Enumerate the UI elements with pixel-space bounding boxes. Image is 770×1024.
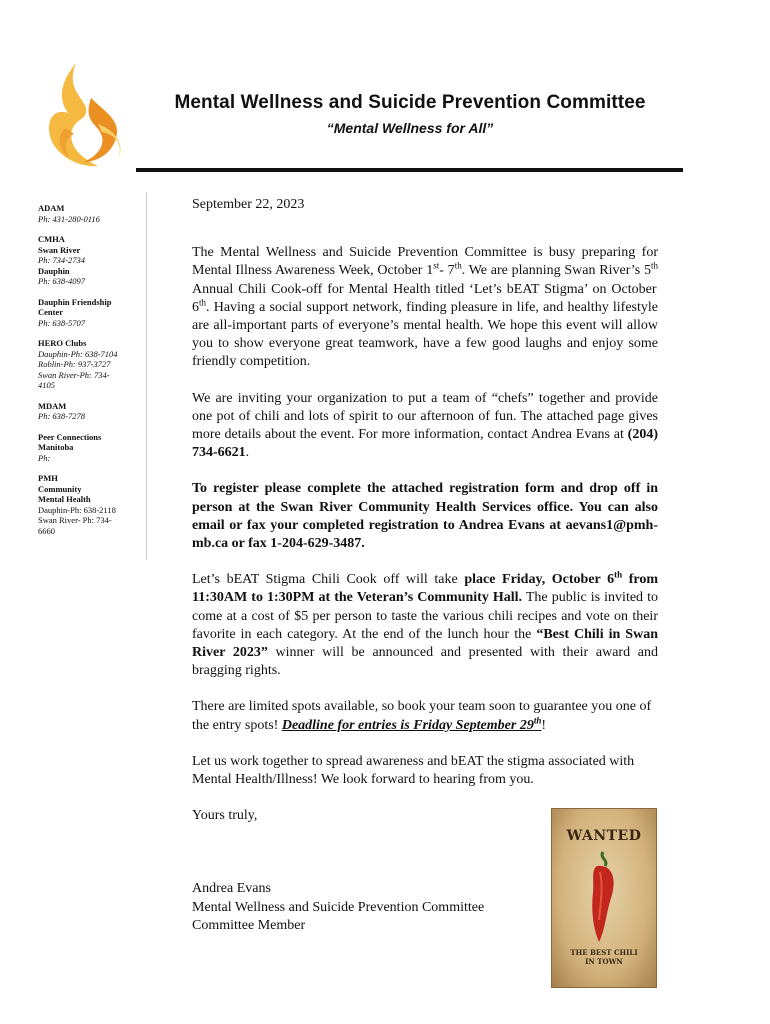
org-phone: Ph: 638-4097 xyxy=(38,276,85,286)
superscript: st xyxy=(433,260,440,271)
org-pmh xyxy=(38,473,140,536)
text: . xyxy=(245,445,250,461)
signature-role: Committee Member xyxy=(192,917,306,933)
org-dauphin-friendship xyxy=(38,297,140,329)
org-mdam xyxy=(38,401,140,422)
text: . We are planning Swan River’s 5 xyxy=(461,263,651,279)
wanted-poster-image xyxy=(551,808,657,988)
org-phone: Swan River-Ph: 734- 4105 xyxy=(38,369,110,390)
paragraph-closing: Let us work together to spread awareness and bEAT the stigma associated with Mental Health/Illness! We look forward to hearing from you. xyxy=(192,753,635,788)
superscript: th xyxy=(454,260,462,271)
poster-heading: WANTED xyxy=(566,828,642,844)
org-branch: Dauphin xyxy=(38,265,70,276)
org-cmha xyxy=(38,234,140,287)
signature-org: Mental Wellness and Suicide Prevention Committee xyxy=(192,899,485,915)
text: The Mental Wellness and Suicide Prevention Committee is busy preparing for Mental Illness Awareness Week, October 1 xyxy=(192,245,658,279)
text: from 11:30AM to 1:30PM at the Veteran’s Community Hall. xyxy=(192,572,659,606)
poster-caption: THE BEST CHILI IN TOWN xyxy=(570,948,638,966)
text: winner will be announced and presented with their award and bragging rights. xyxy=(192,645,658,679)
sidebar-divider xyxy=(146,192,147,560)
org-phone: Ph: 734-2734 xyxy=(38,255,85,265)
org-name: Peer Connections Manitoba xyxy=(38,431,102,452)
text: There are limited spots available, so book your team soon to guarantee you one of the entry spots! xyxy=(192,699,652,733)
text: ! xyxy=(541,717,547,733)
text: - 7 xyxy=(439,263,455,279)
org-phone: Ph: 431-280-0116 xyxy=(38,213,100,224)
superscript: th xyxy=(650,260,658,271)
text: place Friday, October 6 xyxy=(464,572,615,588)
text: The public is invited to come at a cost of $5 per person to taste the various chili recipes and vote on their favorite in each category. At the end of the lunch hour the xyxy=(192,590,658,642)
tagline: “Mental Wellness for All” xyxy=(326,120,494,136)
text: Deadline for entries is Friday September 29 xyxy=(281,717,534,733)
org-phone: Ph: 638-5707 xyxy=(38,317,85,328)
paragraph-invite xyxy=(192,390,658,463)
superscript: th xyxy=(533,715,542,726)
header-rule xyxy=(136,168,683,172)
text: Annual Chili Cook-off for Mental Health titled ‘Let’s bEAT Stigma’ on October 6 xyxy=(192,281,657,315)
signature-name: Andrea Evans xyxy=(192,881,271,897)
org-phone: Ph: xyxy=(38,452,51,463)
committee-title: Mental Wellness and Suicide Prevention Committee xyxy=(174,92,646,113)
text: . Having a social support network, finding pleasure in life, and healthy lifestyle are all-important parts of everyone’s mental health. We hope this event will allow you to show everyone great teamwork, have a few good laughs and enjoy some friendly competition. xyxy=(192,299,658,370)
deadline-text xyxy=(281,715,542,733)
org-name: MDAM xyxy=(38,400,67,411)
org-phone: Dauphin-Ph: 638-7104 xyxy=(38,348,118,359)
text: Let’s bEAT Stigma Chili Cook off will take xyxy=(192,572,465,588)
text: We are inviting your organization to put a team of “chefs” together and provide one pot of chili and lots of spirit to our afternoon of fun. The attached page gives more details about the event. For more information, contact Andrea Evans at xyxy=(192,390,658,443)
org-phone: Ph: 638-7278 xyxy=(38,411,85,421)
text: “Best Chili in Swan River 2023” xyxy=(192,626,658,661)
superscript: th xyxy=(199,297,207,308)
org-name: CMHA Swan River xyxy=(38,234,81,255)
org-name: ADAM xyxy=(38,203,65,213)
chili-pepper-icon xyxy=(579,850,629,945)
paragraph-deadline xyxy=(192,698,658,734)
org-hero-clubs xyxy=(38,338,140,391)
letter-date: September 22, 2023 xyxy=(192,197,305,212)
org-peer-connections xyxy=(38,432,140,464)
org-phone: Roblin-Ph: 937-3727 xyxy=(38,359,111,369)
paragraph-intro xyxy=(192,244,658,371)
flame-logo xyxy=(36,58,136,178)
org-adam xyxy=(38,203,140,224)
contact-sidebar xyxy=(38,203,140,546)
org-name: PMH Community Mental Health xyxy=(38,473,91,504)
org-phone: Swan River- Ph: 734- 6660 xyxy=(38,515,112,536)
org-name: HERO Clubs xyxy=(38,338,87,348)
org-name: Dauphin Friendship Center xyxy=(38,296,112,317)
superscript: th xyxy=(614,569,623,580)
closing-salutation: Yours truly, xyxy=(192,808,258,824)
paragraph-event xyxy=(192,571,658,680)
contact-phone: (204) 734-6621 xyxy=(192,427,658,461)
org-phone: Dauphin-Ph: 638-2118 xyxy=(38,504,116,515)
paragraph-register: To register please complete the attached registration form and drop off in person at the Swan River Community Health Services office. You can also email or fax your completed registration to Andrea Evans at aevans1@pmh-mb.ca or fax 1-204-629-3487. xyxy=(192,481,658,552)
